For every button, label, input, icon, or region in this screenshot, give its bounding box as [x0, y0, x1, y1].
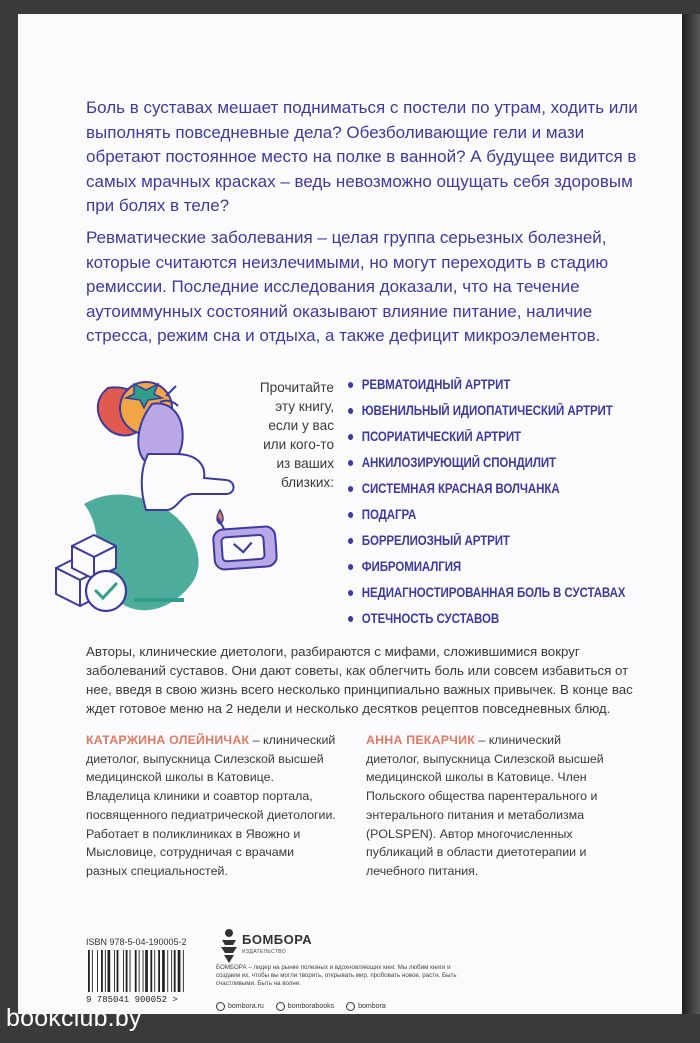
- disease-list-item: [348, 476, 625, 502]
- disease-list-item: [348, 554, 625, 580]
- bullet-icon: [348, 460, 353, 466]
- globe-icon: [216, 1002, 225, 1011]
- publisher-name: БОМБОРА: [242, 932, 313, 947]
- disease-label: НЕДИАГНОСТИРОВАННАЯ БОЛЬ В СУСТАВАХ: [361, 585, 626, 600]
- author-name: АННА ПЕКАРЧИК: [366, 733, 475, 747]
- bullet-icon: [348, 590, 353, 596]
- bullet-icon: [348, 382, 353, 388]
- intro-paragraph-1: Боль в суставах мешает подниматься с постели по утрам, ходить или выполнять повседневные дела? Обезболивающие гели и мази обретают постоянное место на полке в ванной? А будущее видится в самых мрачных красках – ведь невозможно ощущать себя здоровым при болях в теле?: [86, 98, 638, 215]
- barcode-bar: [130, 950, 131, 992]
- disease-label: БОРРЕЛИОЗНЫЙ АРТРИТ: [361, 533, 510, 548]
- disease-label: ФИБРОМИАЛГИЯ: [361, 559, 462, 574]
- author-bio-2: [366, 731, 616, 881]
- barcode-bar: [174, 950, 176, 992]
- bullet-icon: [348, 486, 353, 492]
- bombora-logo-icon: [218, 928, 240, 964]
- barcode-bar: [135, 950, 137, 992]
- barcode-bar: [171, 950, 172, 992]
- bullet-icon: [348, 434, 353, 440]
- barcode-bar: [105, 950, 106, 992]
- bullet-icon: [348, 564, 353, 570]
- disease-label: ОТЕЧНОСТЬ СУСТАВОВ: [361, 611, 500, 626]
- barcode-bar: [108, 950, 111, 992]
- barcode-bar: [114, 950, 115, 992]
- publisher-blurb: БОМБОРА – лидер на рынке полезных и вдохновляющих книг. Мы любим книги и создаем их, чтобы вы могли творить, открывать мир, пробовать новое, расти. Быть счастливыми. Быть на волне.: [216, 964, 457, 988]
- author-bio-text: – клинический диетолог, выпускница Силезской высшей медицинской школы в Катовице. Владелица клиники и соавтор портала, посвященного педиатрической диетологии. Работает в поликлиниках в Явожно и Мысловице, сотрудничая с врачами разных специальностей.: [86, 733, 336, 878]
- social-instagram: [276, 1002, 334, 1011]
- publisher-subtitle: ИЗДАТЕЛЬСТВО: [242, 949, 287, 955]
- disease-list: [348, 372, 671, 632]
- barcode-bar: [92, 950, 93, 992]
- disease-label: СИСТЕМНАЯ КРАСНАЯ ВОЛЧАНКА: [361, 481, 560, 496]
- book-summary: Авторы, клинические диетологи, разбираются с мифами, сложившимися вокруг заболеваний суставов. Они дают советы, как облегчить боль или совсем избавиться от нее, введя в свою жизнь всего несколько принципиально важных привычек. В конце вас ждет готовое меню на 2 недели и несколько десятков рецептов повседневных блюд.: [86, 644, 633, 716]
- barcode-bar: [167, 950, 168, 992]
- disease-list-item: [348, 450, 625, 476]
- disease-list-item: [348, 580, 625, 606]
- disease-label: ПСОРИАТИЧЕСКИЙ АРТРИТ: [361, 429, 521, 444]
- social-label: bombora: [358, 1003, 386, 1010]
- barcode-bar: [150, 950, 152, 992]
- watermark: bookclub.by: [6, 1004, 142, 1032]
- leaf-stem: [134, 598, 184, 602]
- bullet-icon: [348, 408, 353, 414]
- disease-list-item: [348, 372, 625, 398]
- bullet-icon: [348, 538, 353, 544]
- read-prompt: [214, 378, 334, 492]
- isbn-number: ISBN 978-5-04-190005-2: [86, 937, 187, 947]
- disease-list-item: [348, 398, 625, 424]
- barcode-bar: [117, 950, 119, 992]
- disease-label: АНКИЛОЗИРУЮЩИЙ СПОНДИЛИТ: [361, 455, 556, 470]
- barcode-bar: [101, 950, 103, 992]
- instagram-icon: [276, 1002, 285, 1011]
- social-website: [216, 1002, 264, 1011]
- social-label: bombora.ru: [228, 1003, 264, 1010]
- social-label: bomborabooks: [287, 1003, 335, 1010]
- read-prompt-line: эту книгу,: [275, 399, 334, 414]
- barcode-bar: [183, 950, 184, 992]
- author-bio-1: [86, 731, 336, 881]
- barcode-bar: [126, 950, 128, 992]
- intro-paragraph-2: Ревматические заболевания – целая группа серьезных болезней, которые считаются неизлечимыми, но могут переходить в стадию ремиссии. Последние исследования доказали, что на течение аутоиммунных состояний оказывают влияние питание, наличие стресса, режим сна и отдыха, а также дефицит микроэлементов.: [86, 228, 609, 345]
- read-prompt-line: близких:: [280, 475, 334, 490]
- barcode-bar: [123, 950, 124, 992]
- read-prompt-line: или кого-то: [263, 437, 334, 452]
- author-bio-text: – клинический диетолог, выпускница Силезской высшей медицинской школы в Катовице. Член Польского общества парентерального и энтерального питания и метаболизма (POLSPEN). Автор многочисленных публикаций в области диетотерапии и лечебного питания.: [366, 733, 604, 878]
- read-prompt-line: Прочитайте: [259, 380, 334, 395]
- barcode-bar: [178, 950, 181, 992]
- author-name: КАТАРЖИНА ОЛЕЙНИЧАК: [86, 733, 250, 747]
- barcode-bar: [97, 950, 98, 992]
- read-prompt-line: из ваших: [276, 456, 334, 471]
- publisher-socials: [216, 1002, 386, 1011]
- disease-list-item: [348, 606, 625, 632]
- disease-label: РЕВМАТОИДНЫЙ АРТРИТ: [361, 377, 511, 392]
- disease-label: ЮВЕНИЛЬНЫЙ ИДИОПАТИЧЕСКИЙ АРТРИТ: [361, 403, 613, 418]
- barcode-bar: [139, 950, 140, 992]
- barcode-bar: [143, 950, 144, 992]
- disease-list-item: [348, 528, 625, 554]
- disease-list-item: [348, 424, 625, 450]
- spine-edge: [682, 14, 700, 1014]
- barcode-digits: 9 785041 900052 >: [86, 995, 178, 1004]
- barcode: [86, 948, 206, 1004]
- disease-label: ПОДАГРА: [361, 507, 417, 522]
- glucometer-screen: [221, 535, 265, 562]
- bullet-icon: [348, 616, 353, 622]
- barcode-bar: [88, 950, 90, 992]
- social-vk: [346, 1002, 386, 1011]
- book-back-cover: [18, 14, 682, 1014]
- checkmark-circle-icon: [86, 571, 126, 611]
- barcode-bar: [158, 950, 160, 992]
- bullet-icon: [348, 512, 353, 518]
- disease-list-item: [348, 502, 625, 528]
- read-prompt-line: если у вас: [268, 418, 334, 433]
- barcode-bar: [154, 950, 155, 992]
- barcode-bar: [145, 950, 148, 992]
- vk-icon: [346, 1002, 355, 1011]
- barcode-bar: [162, 950, 165, 992]
